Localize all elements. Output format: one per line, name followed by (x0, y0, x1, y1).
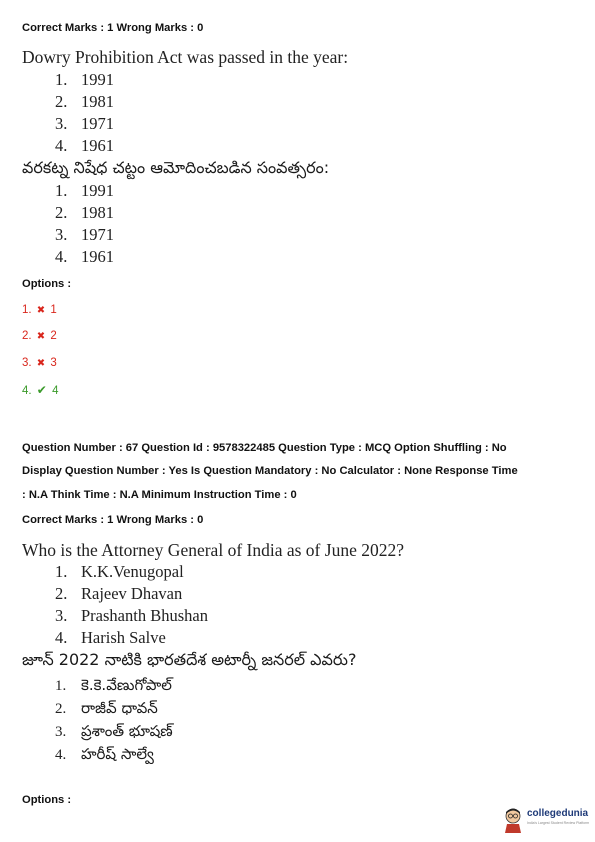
q2-option-te-4: 4. హరీష్ సాల్వే (55, 745, 154, 763)
q1-options-en (22, 69, 581, 157)
cross-icon: ✖ (36, 331, 46, 342)
q1-option-en-4: 4. 1961 (55, 136, 114, 155)
q1-question-te: వరకట్న నిషేధ చట్టం ఆమోదించబడిన సంవత్సరం: (22, 158, 330, 177)
q1-answer-1: 1. ✖ 1 (22, 304, 57, 316)
q2-options-en (22, 561, 581, 649)
q2-option-te-1: 1. కె.కె.వేణుగోపాల్ (55, 676, 172, 694)
q1-marks: Correct Marks : 1 Wrong Marks : 0 (22, 22, 204, 34)
q1-option-te-2: 2. 1981 (55, 203, 114, 222)
q2-meta-line-3: : N.A Think Time : N.A Minimum Instruction Time : 0 (22, 489, 297, 501)
q1-question-en: Dowry Prohibition Act was passed in the year: (22, 47, 349, 67)
mascot-icon (502, 807, 524, 833)
q2-option-en-2: 2. Rajeev Dhavan (55, 584, 183, 603)
q2-option-en-1: 1. K.K.Venugopal (55, 562, 184, 581)
cross-icon: ✖ (36, 358, 46, 369)
q1-option-en-3: 3. 1971 (55, 114, 114, 133)
q1-answer-4: 4. ✔ 4 (22, 383, 59, 397)
q1-option-te-4: 4. 1961 (55, 247, 114, 266)
q1-option-en-1: 1. 1991 (55, 70, 114, 89)
q2-options-label: Options : (22, 794, 72, 806)
q1-option-te-3: 3. 1971 (55, 225, 114, 244)
q2-option-te-2: 2. రాజీవ్ ధావన్ (55, 699, 158, 717)
q2-options-te (22, 674, 581, 766)
collegedunia-logo (502, 805, 590, 835)
q1-option-en-2: 2. 1981 (55, 92, 114, 111)
q2-meta-line-2: Display Question Number : Yes Is Question Mandatory : No Calculator : None Response Time (22, 465, 518, 477)
q2-option-en-4: 4. Harish Salve (55, 628, 166, 647)
q2-option-en-3: 3. Prashanth Bhushan (55, 606, 208, 625)
q1-answer-2: 2. ✖ 2 (22, 330, 57, 342)
q1-options-label: Options : (22, 278, 72, 290)
q1-options-te (22, 180, 581, 268)
q2-option-te-3: 3. ప్రశాంత్ భూషణ్ (55, 722, 173, 740)
q2-marks: Correct Marks : 1 Wrong Marks : 0 (22, 514, 204, 526)
cross-icon: ✖ (36, 305, 46, 316)
q1-answer-3: 3. ✖ 3 (22, 357, 57, 369)
logo-tagline: India's Largest Student Review Platform (527, 821, 590, 825)
q2-question-te: జూన్ 2022 నాటికి భారతదేశ అటార్నీ జనరల్ ఎవరు? (22, 650, 357, 669)
q2-question-en: Who is the Attorney General of India as of June 2022? (22, 540, 404, 560)
check-icon: ✔ (36, 383, 47, 397)
logo-text: collegedunia (527, 808, 589, 819)
q2-meta-line-1: Question Number : 67 Question Id : 9578322485 Question Type : MCQ Option Shuffling : No (22, 442, 507, 454)
q1-option-te-1: 1. 1991 (55, 181, 114, 200)
